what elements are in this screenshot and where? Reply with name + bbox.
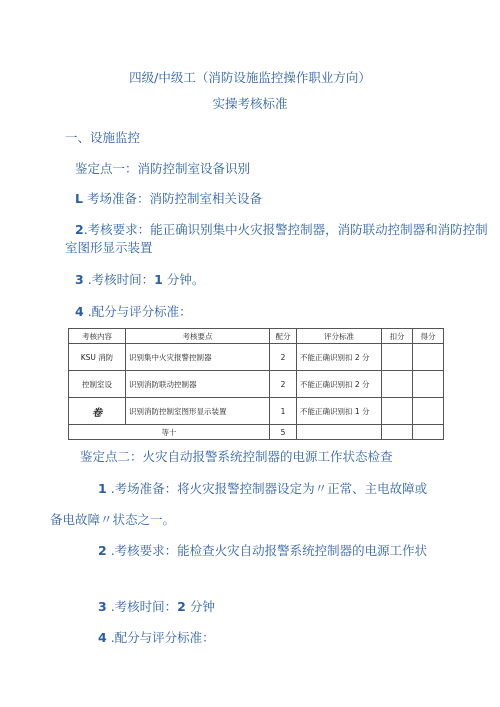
earned-cell bbox=[413, 398, 444, 425]
score-cell: 2 bbox=[270, 371, 297, 398]
deduct-cell bbox=[382, 344, 413, 371]
point-cell: 识别集中火灾报警控制器 bbox=[126, 344, 270, 371]
point2-time bbox=[98, 599, 215, 615]
header-cell: 配分 bbox=[270, 329, 297, 344]
point1-heading: 鉴定点一：消防控制室设备识别 bbox=[75, 161, 251, 176]
point1-req-num: 2 bbox=[75, 222, 84, 237]
point2-heading: 鉴定点二：火灾自动报警系统控制器的电源工作状态检查 bbox=[80, 449, 393, 464]
point1-req bbox=[75, 222, 488, 238]
section-heading: 一、设施监控 bbox=[65, 130, 141, 145]
point2-req-num: 2 bbox=[98, 543, 107, 558]
earned-cell bbox=[413, 425, 444, 440]
table-row bbox=[69, 344, 444, 371]
point-cell: 识别消防控制室图形显示装置 bbox=[126, 398, 270, 425]
point1-time-num: 3 bbox=[75, 272, 84, 287]
point1-score-num: 4 bbox=[75, 304, 84, 319]
header-cell: 扣分 bbox=[382, 329, 413, 344]
point1-time-text: .考核时间： bbox=[87, 272, 155, 287]
deduct-cell bbox=[382, 398, 413, 425]
table-total-row bbox=[69, 425, 444, 440]
point2-time-text: .考核时间： bbox=[110, 599, 178, 614]
point2-req bbox=[98, 543, 427, 559]
point1-prep-text: 考场准备：消防控制室相关设备 bbox=[86, 191, 262, 206]
point2-req-text: .考核要求：能检查火灾自动报警系统控制器的电源工作状 bbox=[110, 543, 428, 558]
point1-req-text1: .考核要求：能正确识别集中火灾报警控制器，消防联动控制器和消防控制 bbox=[83, 222, 488, 237]
point2-score-num: 4 bbox=[98, 630, 107, 645]
earned-cell bbox=[413, 371, 444, 398]
point2-time-num: 3 bbox=[98, 599, 107, 614]
point2-score-text: .配分与评分标准： bbox=[110, 630, 215, 645]
score-cell: 1 bbox=[270, 398, 297, 425]
document-subtitle: 实操考核标准 bbox=[212, 96, 288, 111]
point1-time-unit: 分钟。 bbox=[166, 272, 205, 287]
point2-score bbox=[98, 630, 215, 646]
total-label: 等十 bbox=[69, 425, 270, 440]
earned-cell bbox=[413, 344, 444, 371]
standard-cell: 不能正确识别扣 2 分 bbox=[297, 344, 382, 371]
content-cell: 卷 bbox=[69, 398, 126, 425]
point2-prep-line2: 备电故障〃状态之一。 bbox=[50, 512, 176, 527]
point2-prep-text1: .考场准备：将火灾报警控制器设定为〃正常、主电故障或 bbox=[110, 481, 428, 496]
table-row bbox=[69, 398, 444, 425]
header-cell: 评分标准 bbox=[297, 329, 382, 344]
point1-time bbox=[75, 272, 204, 288]
total-value: 5 bbox=[270, 425, 297, 440]
header-cell: 考核要点 bbox=[126, 329, 270, 344]
point1-req-line2: 室图形显示装置 bbox=[65, 240, 153, 255]
point1-prep bbox=[75, 191, 262, 207]
header-cell: 考核内容 bbox=[69, 329, 126, 344]
point1-score bbox=[75, 304, 192, 320]
table-header-row bbox=[69, 329, 444, 344]
deduct-cell bbox=[382, 371, 413, 398]
point1-time-value: 1 bbox=[154, 272, 163, 287]
point1-prep-num: L bbox=[75, 191, 83, 206]
point2-time-value: 2 bbox=[177, 599, 186, 614]
document-title: 四级/中级工（消防设施监控操作职业方向） bbox=[129, 70, 371, 85]
point-cell: 识别消防联动控制器 bbox=[126, 371, 270, 398]
standard-cell bbox=[297, 425, 382, 440]
standard-cell: 不能正确识别扣 2 分 bbox=[297, 371, 382, 398]
point2-time-unit: 分钟 bbox=[189, 599, 215, 614]
deduct-cell bbox=[382, 425, 413, 440]
content-cell: KSU 消防 bbox=[69, 344, 126, 371]
point1-score-text: .配分与评分标准： bbox=[87, 304, 192, 319]
point2-prep bbox=[98, 481, 427, 497]
score-cell: 2 bbox=[270, 344, 297, 371]
header-cell: 得分 bbox=[413, 329, 444, 344]
standard-cell: 不能正确识别扣 1 分 bbox=[297, 398, 382, 425]
point2-prep-num: 1 bbox=[98, 481, 107, 496]
content-cell: 控制室设 bbox=[69, 371, 126, 398]
scoring-table bbox=[68, 328, 444, 440]
table-row bbox=[69, 371, 444, 398]
